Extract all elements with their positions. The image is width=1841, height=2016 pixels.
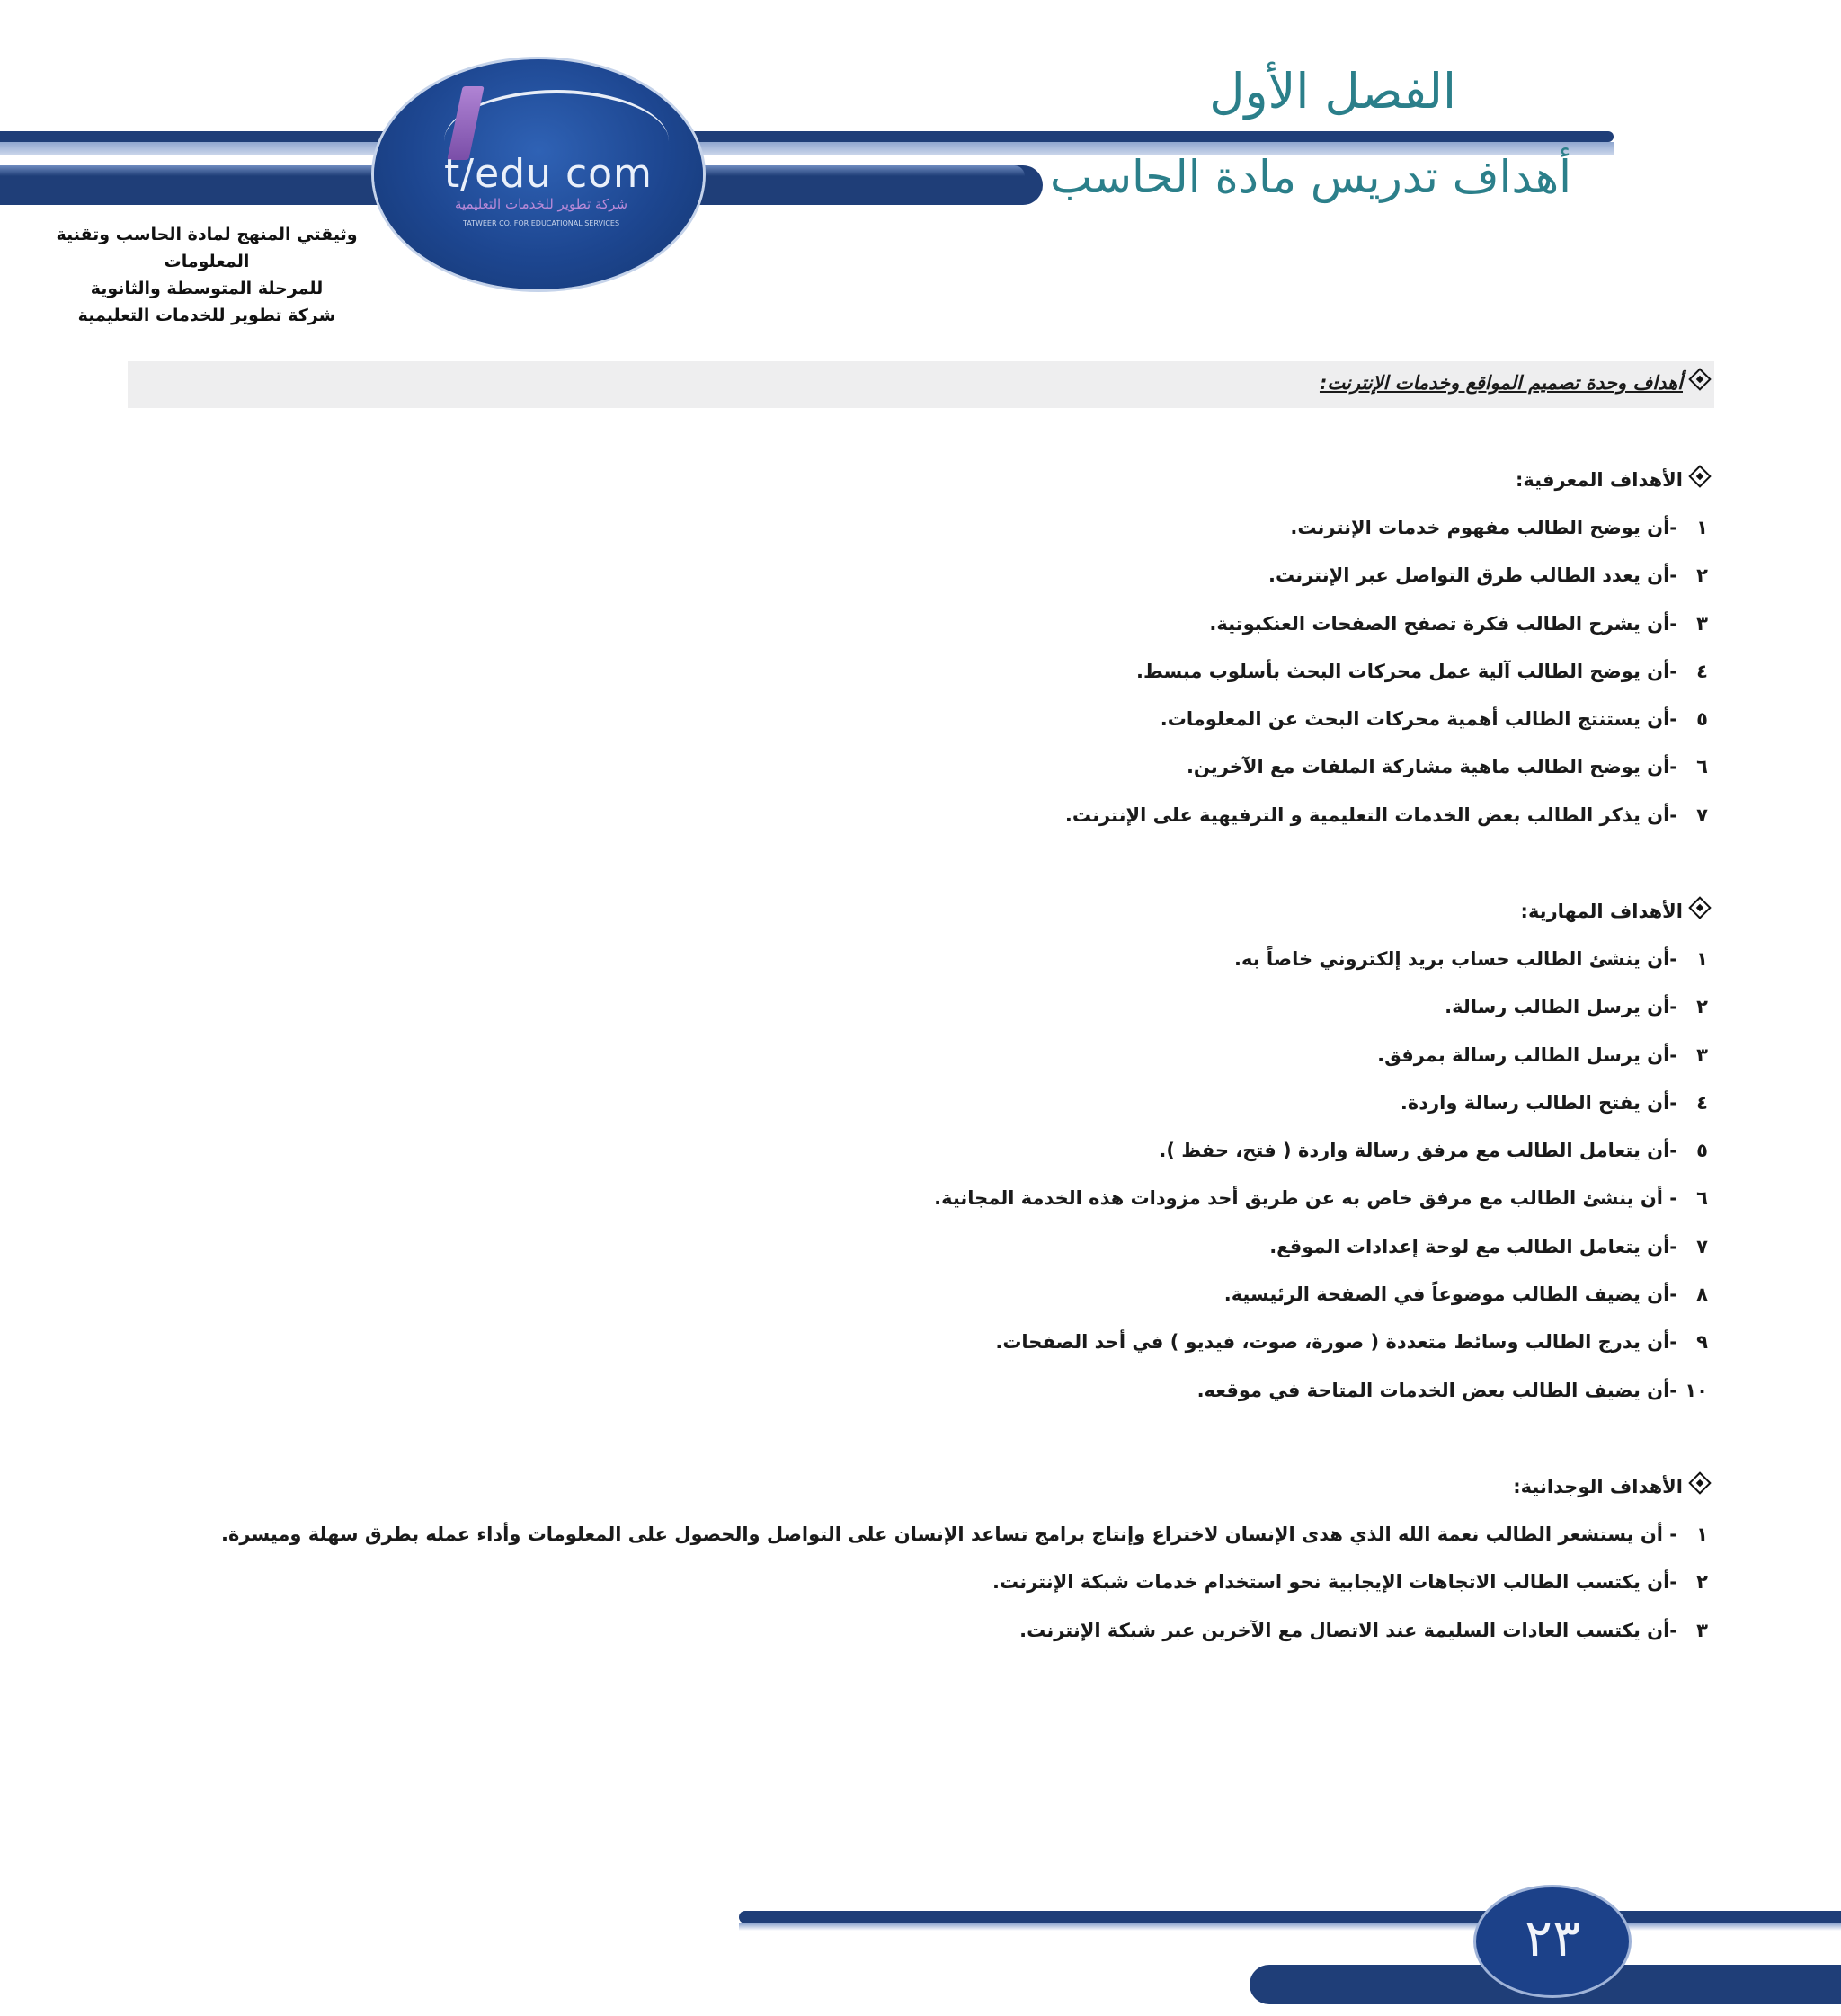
item-text: -أن يوضح الطالب ماهية مشاركة الملفات مع الآخرين. — [1186, 756, 1677, 778]
list-item — [934, 1175, 1708, 1222]
list-item — [934, 1127, 1708, 1175]
list-item — [1065, 600, 1708, 648]
item-text: -أن يوضح الطالب مفهوم خدمات الإنترنت. — [1290, 517, 1677, 538]
skills-heading-text: الأهداف المهارية: — [1520, 901, 1683, 922]
item-number: ٣ — [1696, 1044, 1708, 1066]
item-text: -أن يذكر الطالب بعض الخدمات التعليمية و الترفيهية على الإنترنت. — [1064, 804, 1677, 826]
footer-band-shade — [739, 1923, 1841, 1931]
item-text: -أن ينشئ الطالب حساب بريد إلكتروني خاصاً به. — [1234, 948, 1677, 970]
item-text: -أن يضيف الطالب موضوعاً في الصفحة الرئيسية. — [1223, 1283, 1677, 1306]
diamond-bullet-icon — [1688, 368, 1711, 390]
item-text: -أن يتعامل الطالب مع مرفق رسالة واردة ( فتح، حفظ ). — [1159, 1140, 1677, 1162]
item-number: ٣ — [1696, 612, 1708, 635]
section-title — [1320, 372, 1708, 394]
list-item — [1065, 552, 1708, 599]
diamond-bullet-icon — [1688, 896, 1711, 919]
skills-heading — [934, 888, 1708, 936]
list-item — [934, 1271, 1708, 1319]
item-text: -أن يدرج الطالب وسائط متعددة ( صورة، صوت، فيديو ) في أحد الصفحات. — [995, 1331, 1677, 1354]
item-text: -أن يفتح الطالب رسالة واردة. — [1400, 1091, 1677, 1114]
list-item — [934, 936, 1708, 983]
logo-text: t/edu com — [444, 151, 653, 197]
item-number: ٤ — [1696, 660, 1708, 682]
item-number: ٧ — [1696, 804, 1708, 826]
list-item — [221, 1559, 1708, 1606]
list-item — [1065, 792, 1708, 839]
item-number: ١٠ — [1685, 1379, 1708, 1401]
item-number: ١ — [1696, 1523, 1708, 1545]
item-number: ٢ — [1696, 564, 1708, 587]
item-number: ١ — [1696, 948, 1708, 970]
item-number: ٨ — [1696, 1283, 1708, 1306]
document-note-line-2: للمرحلة المتوسطة والثانوية — [90, 279, 324, 298]
affective-objectives — [221, 1463, 1708, 1655]
item-number: ٩ — [1696, 1331, 1708, 1354]
chapter-title: الفصل الأول — [1209, 63, 1456, 120]
item-text: - أن ينشئ الطالب مع مرفق خاص به عن طريق أحد مزودات هذه الخدمة المجانية. — [934, 1187, 1677, 1210]
document-note-line-1: وثيقتي المنهج لمادة الحاسب وتقنية المعلومات — [56, 225, 358, 271]
list-item — [934, 1032, 1708, 1079]
item-number: ٥ — [1696, 708, 1708, 731]
skill-objectives — [934, 888, 1708, 1415]
page-number: ٢٣ — [1524, 1907, 1581, 1968]
section-title-text: أهداف وحدة تصميم المواقع وخدمات الإنترنت: — [1319, 372, 1683, 394]
item-text: -أن يعدد الطالب طرق التواصل عبر الإنترنت. — [1268, 564, 1677, 587]
item-number: ٥ — [1696, 1140, 1708, 1162]
item-number: ٣ — [1696, 1619, 1708, 1641]
footer-band-top — [739, 1911, 1841, 1923]
list-item — [934, 1079, 1708, 1127]
item-text: -أن يكتسب الطالب الاتجاهات الإيجابية نحو استخدام خدمات شبكة الإنترنت. — [992, 1571, 1677, 1594]
item-number: ٢ — [1696, 996, 1708, 1018]
item-number: ٦ — [1696, 756, 1708, 778]
diamond-bullet-icon — [1688, 465, 1711, 487]
list-item — [934, 1367, 1708, 1415]
item-number: ٦ — [1696, 1187, 1708, 1210]
list-item — [1065, 696, 1708, 743]
item-text: - أن يستشعر الطالب نعمة الله الذي هدى الإنسان لاختراع وإنتاج برامج تساعد الإنسان على التواصل والحصول على المعلومات وأداء عمله بطرق سهلة وميسرة. — [221, 1523, 1677, 1545]
item-text: -أن يستنتج الطالب أهمية محركات البحث عن المعلومات. — [1160, 708, 1677, 731]
document-note-line-3: شركة تطوير للخدمات التعليمية — [77, 306, 336, 325]
item-text: -أن يرسل الطالب رسالة. — [1445, 996, 1677, 1018]
list-item — [934, 983, 1708, 1031]
item-number: ٧ — [1696, 1235, 1708, 1257]
item-text: -أن يتعامل الطالب مع لوحة إعدادات الموقع. — [1269, 1235, 1677, 1257]
cognitive-objectives — [1065, 457, 1708, 839]
item-text: -أن يشرح الطالب فكرة تصفح الصفحات العنكبوتية. — [1209, 612, 1677, 635]
list-item — [221, 1607, 1708, 1655]
list-item — [221, 1511, 1708, 1559]
list-item — [1065, 743, 1708, 791]
chapter-subtitle: أهداف تدريس مادة الحاسب — [1050, 151, 1571, 203]
document-note — [18, 221, 396, 329]
item-text: -أن يضيف الطالب بعض الخدمات المتاحة في موقعه. — [1196, 1379, 1677, 1401]
cognitive-heading-text: الأهداف المعرفية: — [1516, 469, 1683, 491]
logo-arabic: شركة تطوير للخدمات التعليمية — [454, 196, 628, 212]
item-text: -أن يوضح الطالب آلية عمل محركات البحث بأسلوب مبسط. — [1136, 660, 1677, 682]
item-number: ٢ — [1696, 1571, 1708, 1594]
item-number: ١ — [1696, 517, 1708, 538]
list-item — [934, 1319, 1708, 1366]
item-text: -أن يكتسب العادات السليمة عند الاتصال مع الآخرين عبر شبكة الإنترنت. — [1019, 1619, 1677, 1641]
list-item — [1065, 504, 1708, 552]
logo-english: TATWEER CO. FOR EDUCATIONAL SERVICES — [462, 219, 620, 227]
item-number: ٤ — [1696, 1091, 1708, 1114]
diamond-bullet-icon — [1688, 1471, 1711, 1494]
header-band-top — [0, 131, 1614, 142]
cognitive-heading — [1065, 457, 1708, 504]
list-item — [1065, 648, 1708, 696]
item-text: -أن يرسل الطالب رسالة بمرفق. — [1377, 1044, 1677, 1066]
affective-heading-text: الأهداف الوجدانية: — [1513, 1476, 1683, 1497]
list-item — [934, 1223, 1708, 1271]
affective-heading — [221, 1463, 1708, 1511]
